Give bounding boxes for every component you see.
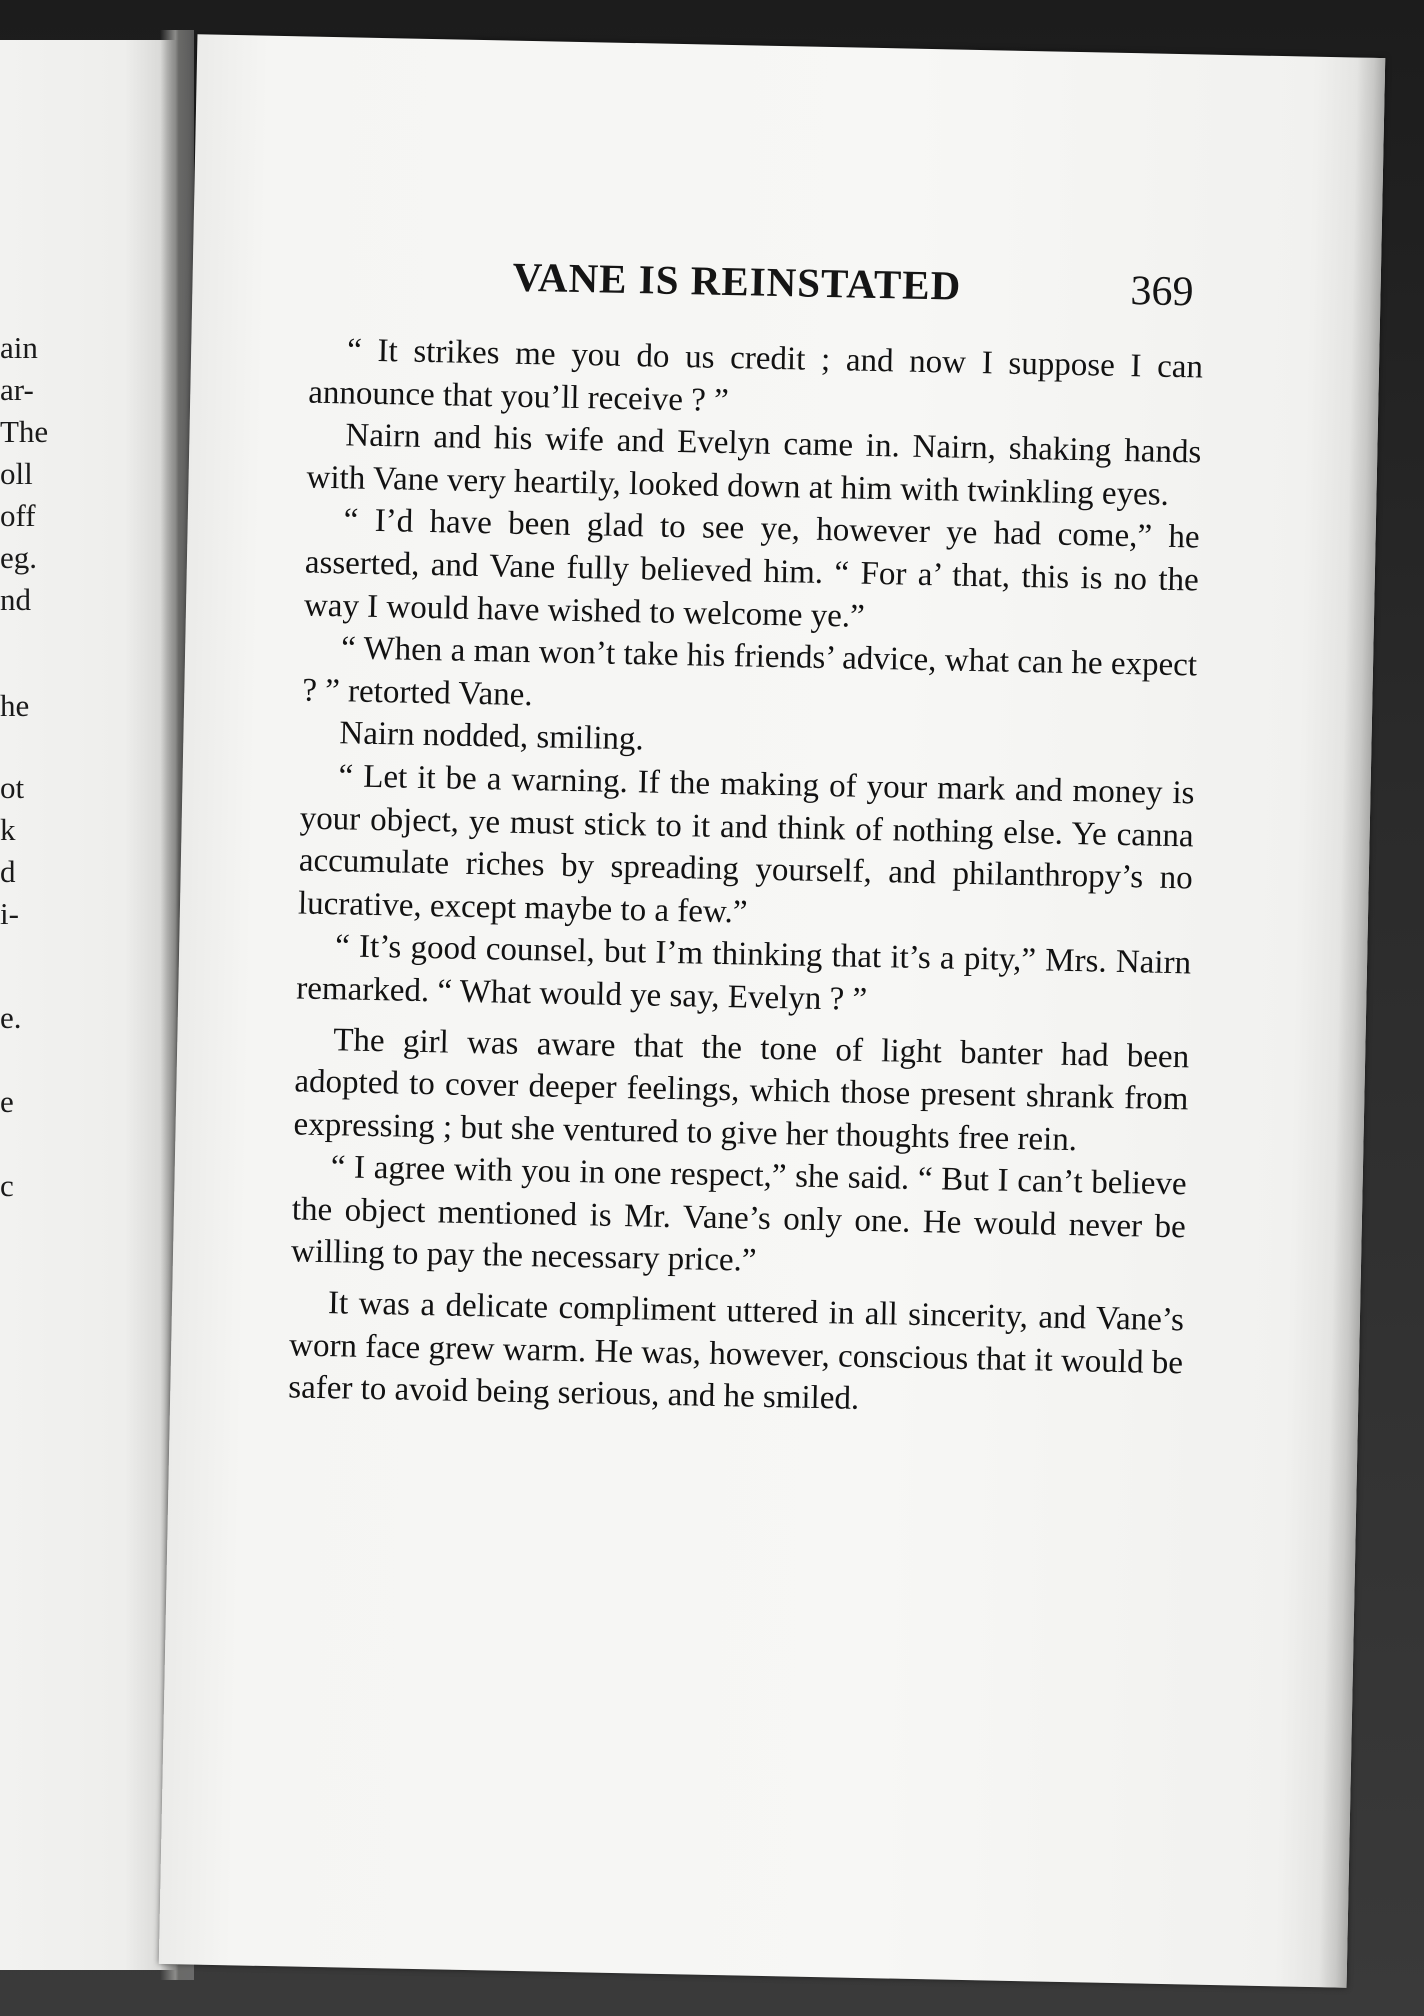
left-page-fragment: The	[0, 414, 49, 449]
paragraph: “ It strikes me you do us credit ; and now I suppose I can announce that you’ll receive ? ”	[307, 332, 1204, 419]
page-number: 369	[1130, 268, 1194, 316]
left-page-fragment: off	[0, 498, 36, 533]
left-page-fragment: e	[0, 1084, 14, 1119]
body-text	[288, 329, 1204, 1428]
paragraph: The girl was aware that the tone of light banter had been adopted to cover deeper feelings, which those present shrank from expressing ; but she ventured to give her thoughts free rein.	[293, 1021, 1190, 1158]
paragraph: “ Let it be a warning. If the making of your mark and money is your object, ye must stick to it and think of nothing else. Ye canna accumulate riches by spreading yourself, and philanthropy’s no lucrative, except maybe to a few.”	[297, 758, 1195, 931]
left-page-fragment: eg.	[0, 540, 38, 575]
paragraph: “ I agree with you in one respect,” she said. “ But I can’t believe the object mentioned is Mr. Vane’s only one. He would never be willing to pay the necessary price.”	[290, 1149, 1187, 1280]
paragraph: Nairn nodded, smiling.	[339, 715, 645, 758]
paragraph: “ When a man won’t take his friends’ advice, what can he expect ? ” retorted Vane.	[301, 630, 1198, 713]
left-page-fragment: ot	[0, 770, 25, 805]
left-facing-page	[0, 40, 178, 1970]
left-page-fragment: e.	[0, 1000, 22, 1035]
left-page-fragment: k	[0, 812, 16, 847]
left-page-fragment: nd	[0, 582, 31, 617]
page-header	[192, 246, 1381, 330]
left-page-fragment: d	[0, 854, 16, 889]
left-page-fragment: ar-	[0, 372, 34, 407]
left-page-fragment: c	[0, 1168, 14, 1203]
paragraph: Nairn and his wife and Evelyn came in. Nairn, shaking hands with Vane very heartily, looked down at him with twinkling eyes.	[306, 417, 1202, 513]
running-head: VANE IS REINSTATED	[512, 253, 962, 309]
left-page-fragment: ain	[0, 330, 38, 365]
paragraph: “ I’d have been glad to see ye, however ye had come,” he asserted, and Vane fully believed him. “ For a’ that, this is no the way I would have wished to welcome ye.”	[303, 502, 1200, 635]
book-page	[159, 34, 1385, 1987]
left-page-fragment: he	[0, 688, 30, 723]
paragraph: “ It’s good counsel, but I’m thinking that it’s a pity,” Mrs. Nairn remarked. “ What would ye say, Evelyn ? ”	[295, 928, 1192, 1018]
left-page-fragment: oll	[0, 456, 33, 491]
paragraph: It was a delicate compliment uttered in all sincerity, and Vane’s worn face grew warm. He was, however, conscious that it would be safer to avoid being serious, and he smiled.	[287, 1285, 1185, 1418]
left-page-fragment: i-	[0, 896, 19, 931]
